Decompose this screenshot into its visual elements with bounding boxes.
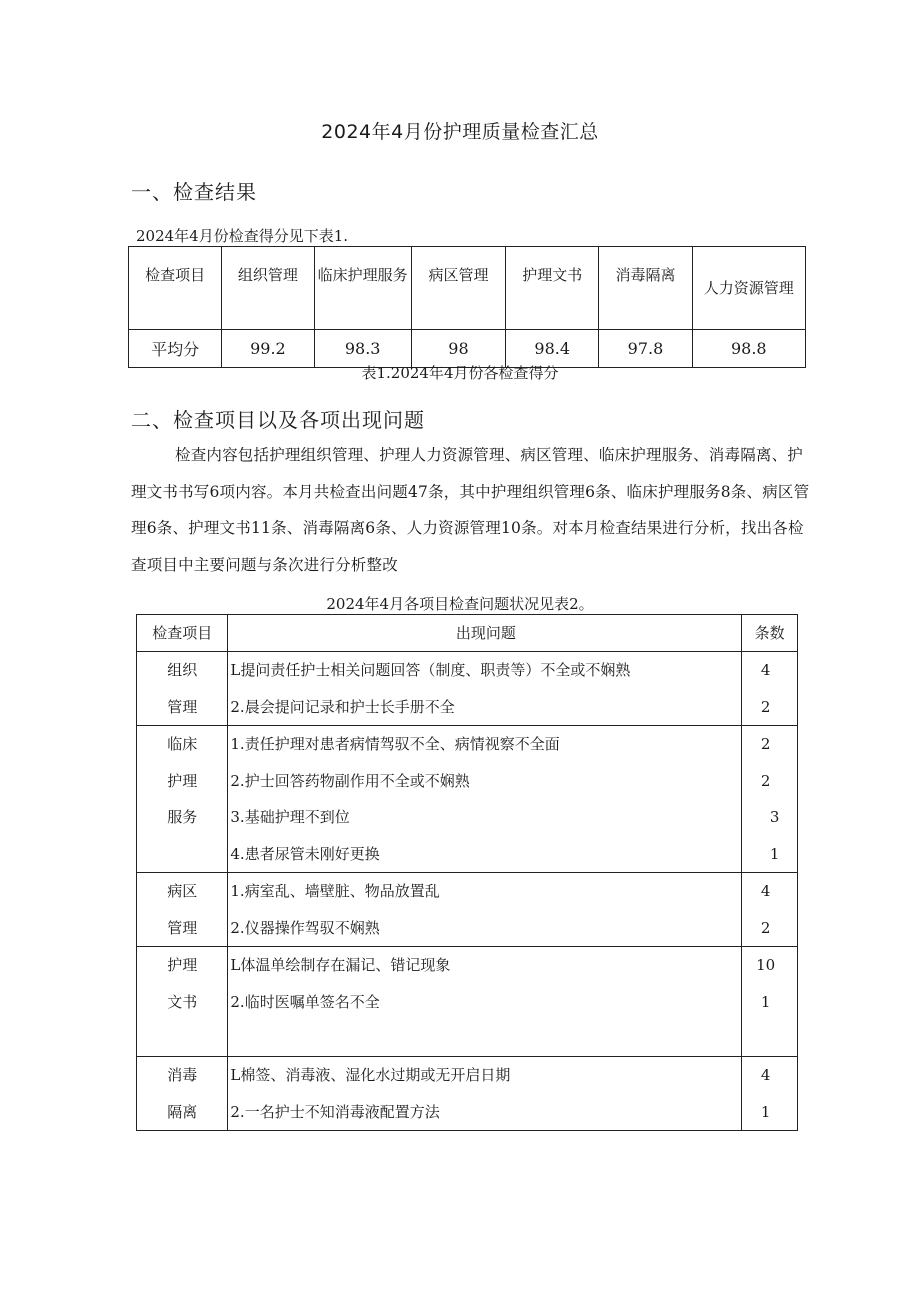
issue-count: 1	[769, 844, 780, 863]
issues-header-category: 检查项目	[137, 615, 228, 652]
issues-table	[136, 614, 798, 1131]
category-line: 文书	[167, 992, 198, 1011]
issue-item: L提问责任护士相关问题回答（制度、职责等）不全或不娴熟	[230, 661, 631, 679]
issue-count: 10	[756, 956, 776, 974]
issue-item: 3.基础护理不到位	[230, 808, 350, 826]
category-line: 护理	[167, 956, 198, 974]
issue-count: 4	[760, 882, 771, 900]
issue-list	[228, 873, 742, 947]
category-line: 护理	[167, 771, 198, 790]
category-line: 管理	[167, 697, 198, 716]
issue-count: 2	[760, 697, 771, 716]
score-value: 98.4	[506, 330, 599, 368]
score-value: 98.3	[314, 330, 411, 368]
score-table-col: 消毒隔离	[599, 247, 692, 330]
table1-caption: 表1.2024年4月份各检查得分	[361, 364, 559, 382]
table1-intro: 2024年4月份检查得分见下表1.	[136, 227, 349, 245]
issue-counts	[742, 947, 798, 1057]
category-line: 服务	[167, 808, 198, 826]
issue-counts	[742, 873, 798, 947]
category-line: 临床	[167, 735, 198, 753]
score-table-col: 临床护理服务	[314, 247, 411, 330]
category-line: 消毒	[167, 1066, 198, 1084]
score-table-col: 病区管理	[411, 247, 505, 330]
issue-item: L体温单绘制存在漏记、错记现象	[230, 956, 451, 974]
issue-item: 2.一名护士不知消毒液配置方法	[230, 1102, 440, 1121]
score-table-col: 组织管理	[222, 247, 314, 330]
issue-group-row	[137, 873, 798, 947]
score-table-header-row	[129, 247, 806, 330]
issue-list	[228, 1057, 742, 1131]
score-table-col: 人力资源管理	[692, 247, 805, 330]
issue-count: 2	[760, 918, 771, 937]
issue-category	[137, 726, 228, 873]
issue-list	[228, 947, 742, 1057]
section-heading-issues: 二、检查项目以及各项出现问题	[131, 408, 425, 432]
issues-table-header-row	[137, 615, 798, 652]
issue-count: 1	[760, 992, 771, 1011]
issue-group-row	[137, 726, 798, 873]
issue-counts	[742, 1057, 798, 1131]
issue-item: 2.仪器操作驾驭不娴熟	[230, 918, 380, 937]
score-value: 97.8	[599, 330, 692, 368]
issue-category	[137, 1057, 228, 1131]
issue-group-row	[137, 1057, 798, 1131]
issue-list	[228, 726, 742, 873]
issue-group-row	[137, 947, 798, 1057]
issue-category	[137, 873, 228, 947]
score-table	[128, 246, 806, 368]
score-value: 98	[411, 330, 505, 368]
issue-item: 4.患者尿管未刚好更换	[230, 844, 380, 863]
issue-counts	[742, 726, 798, 873]
issue-category	[137, 652, 228, 726]
table2-intro: 2024年4月各项目检查问题状况见表2。	[326, 595, 594, 613]
issue-item: 1.病室乱、墙壁脏、物品放置乱	[230, 882, 440, 900]
issue-list	[228, 652, 742, 726]
issue-item: 2.晨会提问记录和护士长手册不全	[230, 697, 455, 716]
page-title: 2024年4月份护理质量检查汇总	[321, 121, 599, 143]
category-line: 管理	[167, 918, 198, 937]
issue-count: 2	[760, 771, 771, 790]
score-table-col: 护理文书	[506, 247, 599, 330]
issue-counts	[742, 652, 798, 726]
summary-paragraph: 检查内容包括护理组织管理、护理人力资源管理、病区管理、临床护理服务、消毒隔离、护理文书书写6项内容。本月共检查出问题47条，其中护理组织管理6条、临床护理服务8条、病区管理6条、护理文书11条、消毒隔离6条、人力资源管理10条。对本月检查结果进行分析，找出各检查项目中主要问题与条次进行分析整改	[131, 446, 810, 574]
issue-item: L棉签、消毒液、湿化水过期或无开启日期	[230, 1066, 511, 1084]
score-value: 98.8	[692, 330, 805, 368]
section-heading-results: 一、检查结果	[131, 180, 257, 204]
issue-count: 2	[760, 735, 771, 753]
issue-count: 4	[760, 661, 771, 679]
score-value: 99.2	[222, 330, 314, 368]
issue-item: 2.临时医嘱单签名不全	[230, 992, 380, 1011]
issue-count: 4	[760, 1066, 771, 1084]
issue-item: 2.护士回答药物副作用不全或不娴熟	[230, 771, 470, 790]
category-line: 病区	[167, 882, 198, 900]
category-line: 组织	[167, 661, 198, 679]
issue-category	[137, 947, 228, 1057]
category-line: 隔离	[167, 1102, 198, 1121]
issue-item: 1.责任护理对患者病情驾驭不全、病情视察不全面	[230, 735, 560, 753]
issues-header-problem: 出现问题	[228, 615, 742, 652]
issue-group-row	[137, 652, 798, 726]
issues-header-count: 条数	[742, 615, 798, 652]
score-table-row-header: 检查项目	[129, 247, 222, 330]
issue-count: 3	[769, 808, 780, 826]
issue-count: 1	[760, 1102, 771, 1121]
score-table-score-label: 平均分	[129, 330, 222, 368]
